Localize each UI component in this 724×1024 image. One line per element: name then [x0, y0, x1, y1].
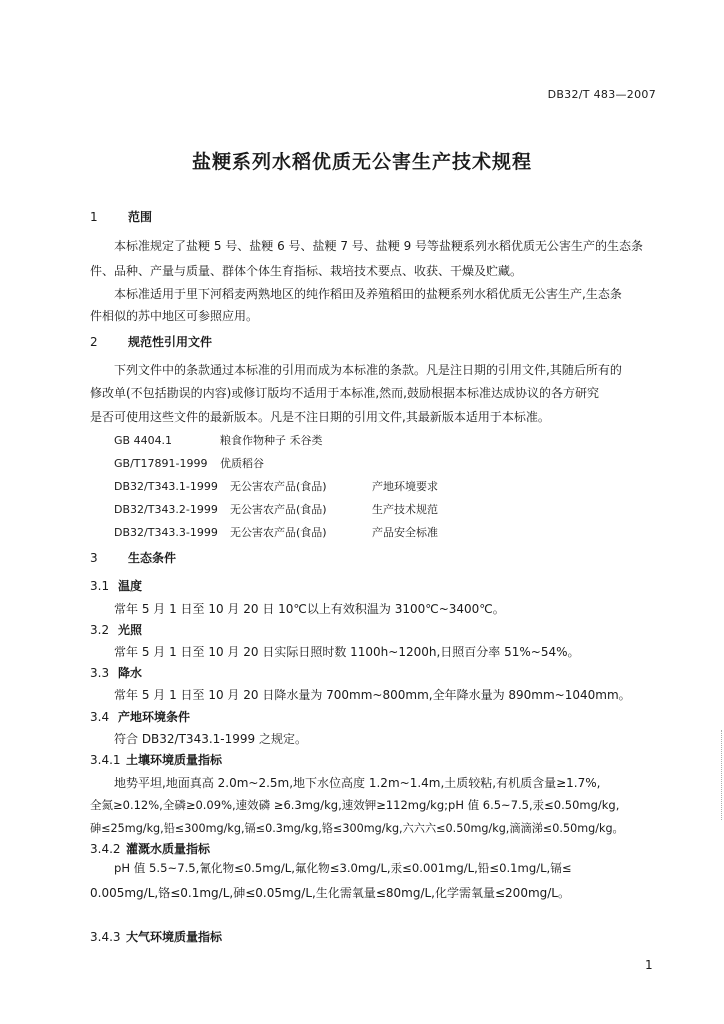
reference-code: DB32/T343.1-1999	[114, 480, 218, 493]
paragraph-line: 本标准适用于里下河稻麦两熟地区的纯作稻田及养殖稻田的盐粳系列水稻优质无公害生产,生态条	[114, 287, 622, 301]
section-number: 3.2	[90, 623, 110, 637]
subsection-3-4-1-heading	[90, 751, 222, 768]
subsection-3-4-2-heading	[90, 840, 210, 857]
reference-code: DB32/T343.3-1999	[114, 526, 218, 539]
subsection-3-4-heading	[90, 708, 190, 725]
section-title: 温度	[118, 579, 143, 593]
paragraph-line: 常年 5 月 1 日至 10 月 20 日降水量为 700mm~800mm,全年降水量为 890mm~1040mm。	[114, 688, 631, 702]
subsection-3-4-3-heading	[90, 928, 222, 945]
section-title: 规范性引用文件	[128, 335, 213, 349]
section-title: 灌溉水质量指标	[126, 842, 211, 856]
section-title: 大气环境质量指标	[126, 930, 223, 944]
document-title: 盐粳系列水稻优质无公害生产技术规程	[191, 151, 532, 173]
section-title: 产地环境条件	[118, 710, 191, 724]
section-title: 范围	[128, 210, 153, 224]
subsection-3-1-heading	[90, 577, 142, 594]
section-number: 3.4.2	[90, 842, 121, 856]
section-number: 3.4.3	[90, 930, 121, 944]
section-1-heading	[90, 208, 152, 225]
reference-subtitle: 生产技术规范	[372, 503, 438, 516]
section-title: 土壤环境质量指标	[126, 753, 223, 767]
reference-title: 无公害农产品(食品)	[230, 526, 327, 539]
section-3-heading	[90, 549, 176, 566]
section-number: 3.4	[90, 710, 110, 724]
section-number: 1	[90, 210, 98, 224]
reference-title: 无公害农产品(食品)	[230, 503, 327, 516]
section-2-heading	[90, 333, 212, 350]
section-number: 3.3	[90, 666, 110, 680]
section-title: 光照	[118, 623, 143, 637]
paragraph-line: 是否可使用这些文件的最新版本。凡是不注日期的引用文件,其最新版本适用于本标准。	[90, 410, 550, 424]
paragraph-line: 本标准规定了盐粳 5 号、盐粳 6 号、盐粳 7 号、盐粳 9 号等盐粳系列水稻优质无公害生产的生态条	[114, 239, 644, 253]
reference-item	[114, 432, 323, 448]
reference-item	[114, 478, 438, 494]
paragraph-line: 修改单(不包括勘误的内容)或修订版均不适用于本标准,然而,鼓励根据本标准达成协议的各方研究	[90, 386, 599, 400]
paragraph-line: 件相似的苏中地区可参照应用。	[90, 309, 259, 323]
paragraph-line: 常年 5 月 1 日至 10 月 20 日实际日照时数 1100h~1200h,日照百分率 51%~54%。	[114, 645, 580, 659]
subsection-3-3-heading	[90, 664, 142, 681]
scan-edge-marks	[719, 730, 722, 820]
paragraph-line: 0.005mg/L,铬≤0.1mg/L,砷≤0.05mg/L,生化需氧量≤80mg/L,化学需氧量≤200mg/L。	[90, 886, 570, 900]
section-number: 2	[90, 335, 98, 349]
section-number: 3.1	[90, 579, 110, 593]
section-title: 降水	[118, 666, 143, 680]
paragraph-line: 砷≤25mg/kg,铅≤300mg/kg,镉≤0.3mg/kg,铬≤300mg/kg,六六六≤0.50mg/kg,滴滴涕≤0.50mg/kg。	[90, 822, 624, 835]
paragraph-line: 符合 DB32/T343.1-1999 之规定。	[114, 732, 307, 746]
reference-item	[114, 501, 438, 517]
section-title: 生态条件	[128, 551, 177, 565]
paragraph-line: 件、品种、产量与质量、群体个体生育指标、栽培技术要点、收获、干燥及贮藏。	[90, 264, 523, 278]
reference-title: 无公害农产品(食品)	[230, 480, 327, 493]
paragraph-line: 下列文件中的条款通过本标准的引用而成为本标准的条款。凡是注日期的引用文件,其随后所有的	[114, 363, 622, 377]
paragraph-line: 全氮≥0.12%,全磷≥0.09%,速效磷 ≥6.3mg/kg,速效钾≥112mg/kg;pH 值 6.5~7.5,汞≤0.50mg/kg,	[90, 798, 620, 812]
standard-number: DB32/T 483—2007	[547, 88, 656, 101]
reference-title: 粮食作物种子 禾谷类	[220, 434, 323, 447]
reference-subtitle: 产地环境要求	[372, 480, 438, 493]
reference-item	[114, 524, 438, 540]
paragraph-line: 常年 5 月 1 日至 10 月 20 日 10℃以上有效积温为 3100℃~3400℃。	[114, 602, 505, 616]
section-number: 3	[90, 551, 98, 565]
reference-item	[114, 455, 264, 471]
paragraph-line: pH 值 5.5~7.5,氰化物≤0.5mg/L,氟化物≤3.0mg/L,汞≤0.001mg/L,铅≤0.1mg/L,镉≤	[114, 861, 572, 875]
subsection-3-2-heading	[90, 621, 142, 638]
page-number: 1	[645, 958, 653, 972]
reference-subtitle: 产品安全标准	[372, 526, 438, 539]
section-number: 3.4.1	[90, 753, 121, 767]
paragraph-line: 地势平坦,地面真高 2.0m~2.5m,地下水位高度 1.2m~1.4m,土质较粘,有机质含量≥1.7%,	[114, 776, 601, 790]
reference-code: DB32/T343.2-1999	[114, 503, 218, 516]
reference-code: GB 4404.1	[114, 434, 173, 447]
reference-title: 优质稻谷	[220, 457, 264, 470]
reference-code: GB/T17891-1999	[114, 457, 208, 470]
